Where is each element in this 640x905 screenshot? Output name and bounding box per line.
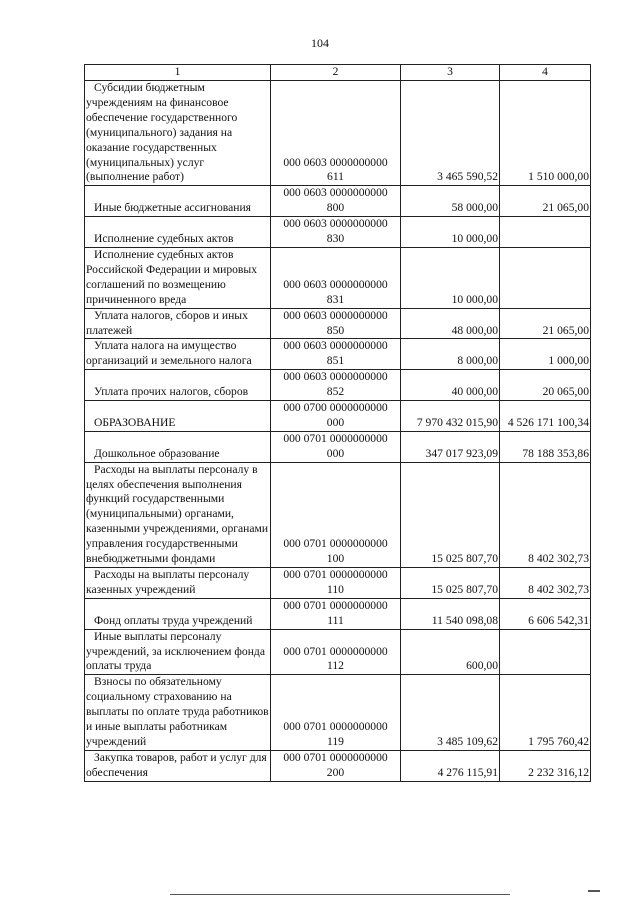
- code-top: 000 0701 0000000000: [283, 644, 388, 658]
- row-code: [271, 217, 401, 248]
- table-row: [85, 308, 591, 339]
- row-name: Субсидии бюджетным учреждениям на финансовое обеспечение государственного (муниципального) задания на оказание государственных (муниципальных) услуг (выполнение работ): [85, 81, 271, 186]
- row-value-col3: 8 000,00: [401, 339, 500, 370]
- corner-mark: [588, 890, 600, 892]
- code-bottom: 850: [326, 323, 345, 337]
- row-code: [271, 568, 401, 599]
- row-name: Фонд оплаты труда учреждений: [85, 598, 271, 629]
- code-bottom: 830: [326, 232, 345, 246]
- row-code: [271, 462, 401, 567]
- row-value-col4: 8 402 302,73: [500, 568, 591, 599]
- code-top: 000 0701 0000000000: [283, 537, 388, 551]
- code-top: 000 0603 0000000000: [283, 308, 388, 322]
- code-top: 000 0701 0000000000: [283, 750, 388, 764]
- row-name: Уплата налогов, сборов и иных платежей: [85, 308, 271, 339]
- row-code: [271, 750, 401, 781]
- code-top: 000 0701 0000000000: [283, 720, 388, 734]
- code-top: 000 0603 0000000000: [283, 370, 388, 384]
- row-name: Исполнение судебных актов: [85, 217, 271, 248]
- code-top: 000 0603 0000000000: [283, 277, 388, 291]
- row-value-col3: 3 465 590,52: [401, 81, 500, 186]
- row-value-col4: 8 402 302,73: [500, 462, 591, 567]
- row-value-col4: 2 232 316,12: [500, 750, 591, 781]
- row-code: [271, 598, 401, 629]
- row-value-col3: 10 000,00: [401, 217, 500, 248]
- table-row: [85, 598, 591, 629]
- row-value-col4: 21 065,00: [500, 308, 591, 339]
- row-value-col3: 3 485 109,62: [401, 675, 500, 751]
- table-row: [85, 462, 591, 567]
- row-name: Взносы по обязательному социальному страхованию на выплаты по оплате труда работников и иные выплаты работникам учреждений: [85, 675, 271, 751]
- row-name: Уплата налога на имущество организаций и земельного налога: [85, 339, 271, 370]
- row-value-col3: 7 970 432 015,90: [401, 401, 500, 432]
- row-value-col4: [500, 629, 591, 675]
- row-code: [271, 81, 401, 186]
- table-row: [85, 186, 591, 217]
- row-value-col3: 4 276 115,91: [401, 750, 500, 781]
- table-body: [85, 81, 591, 782]
- code-bottom: 200: [326, 765, 345, 779]
- code-bottom: 852: [326, 385, 345, 399]
- table-row: [85, 568, 591, 599]
- row-value-col3: 58 000,00: [401, 186, 500, 217]
- table-row: [85, 675, 591, 751]
- code-bottom: 119: [327, 734, 344, 748]
- table-row: [85, 401, 591, 432]
- page-number: 104: [311, 36, 329, 50]
- row-value-col4: [500, 247, 591, 308]
- code-bottom: 110: [327, 582, 344, 596]
- table-row: [85, 431, 591, 462]
- row-value-col3: 10 000,00: [401, 247, 500, 308]
- row-value-col4: 20 065,00: [500, 370, 591, 401]
- bottom-divider: [170, 894, 510, 895]
- column-header: 3: [401, 65, 500, 81]
- code-bottom: 112: [327, 659, 344, 673]
- row-value-col3: 48 000,00: [401, 308, 500, 339]
- row-code: [271, 186, 401, 217]
- code-top: 000 0701 0000000000: [283, 598, 388, 612]
- row-value-col4: 21 065,00: [500, 186, 591, 217]
- row-value-col3: 15 025 807,70: [401, 462, 500, 567]
- row-value-col4: 4 526 171 100,34: [500, 401, 591, 432]
- budget-table: [84, 64, 591, 782]
- row-name: Дошкольное образование: [85, 431, 271, 462]
- table-row: [85, 217, 591, 248]
- row-name: Уплата прочих налогов, сборов: [85, 370, 271, 401]
- code-top: 000 0701 0000000000: [283, 431, 388, 445]
- code-top: 000 0603 0000000000: [283, 155, 388, 169]
- row-value-col4: 1 000,00: [500, 339, 591, 370]
- row-code: [271, 339, 401, 370]
- row-name: Исполнение судебных актов Российской Федерации и мировых соглашений по возмещению причиненного вреда: [85, 247, 271, 308]
- row-code: [271, 629, 401, 675]
- row-value-col3: 600,00: [401, 629, 500, 675]
- code-top: 000 0603 0000000000: [283, 186, 388, 200]
- header-row: [85, 65, 591, 81]
- row-code: [271, 431, 401, 462]
- table-row: [85, 629, 591, 675]
- row-value-col4: 1 795 760,42: [500, 675, 591, 751]
- code-bottom: 000: [326, 446, 345, 460]
- table-row: [85, 339, 591, 370]
- table-row: [85, 370, 591, 401]
- code-bottom: 111: [327, 613, 344, 627]
- row-value-col3: 40 000,00: [401, 370, 500, 401]
- row-code: [271, 247, 401, 308]
- row-code: [271, 370, 401, 401]
- code-bottom: 611: [327, 170, 344, 184]
- column-header: 1: [85, 65, 271, 81]
- row-name: Закупка товаров, работ и услуг для обеспечения: [85, 750, 271, 781]
- code-top: 000 0700 0000000000: [283, 401, 388, 415]
- table-row: [85, 247, 591, 308]
- row-name: Расходы на выплаты персоналу в целях обеспечения выполнения функций государственными (муниципальными) органами, казенными учреждениями, органами управления государственными внебюджетными фондами: [85, 462, 271, 567]
- row-code: [271, 675, 401, 751]
- code-bottom: 800: [326, 201, 345, 215]
- row-value-col4: 6 606 542,31: [500, 598, 591, 629]
- code-top: 000 0701 0000000000: [283, 568, 388, 581]
- row-value-col3: 11 540 098,08: [401, 598, 500, 629]
- table-row: [85, 750, 591, 781]
- row-value-col4: 78 188 353,86: [500, 431, 591, 462]
- code-top: 000 0603 0000000000: [283, 339, 388, 353]
- code-bottom: 100: [326, 552, 345, 566]
- row-value-col3: 347 017 923,09: [401, 431, 500, 462]
- row-name: Иные бюджетные ассигнования: [85, 186, 271, 217]
- code-bottom: 851: [326, 354, 345, 368]
- table-header: [85, 65, 591, 81]
- code-bottom: 000: [326, 415, 345, 429]
- table-row: [85, 81, 591, 186]
- row-name: Расходы на выплаты персоналу казенных учреждений: [85, 568, 271, 599]
- row-value-col4: 1 510 000,00: [500, 81, 591, 186]
- code-bottom: 831: [326, 292, 345, 306]
- row-code: [271, 401, 401, 432]
- column-header: 4: [500, 65, 591, 81]
- row-value-col3: 15 025 807,70: [401, 568, 500, 599]
- row-name: Иные выплаты персоналу учреждений, за исключением фонда оплаты труда: [85, 629, 271, 675]
- column-header: 2: [271, 65, 401, 81]
- code-top: 000 0603 0000000000: [283, 217, 388, 231]
- row-value-col4: [500, 217, 591, 248]
- row-name: ОБРАЗОВАНИЕ: [85, 401, 271, 432]
- row-code: [271, 308, 401, 339]
